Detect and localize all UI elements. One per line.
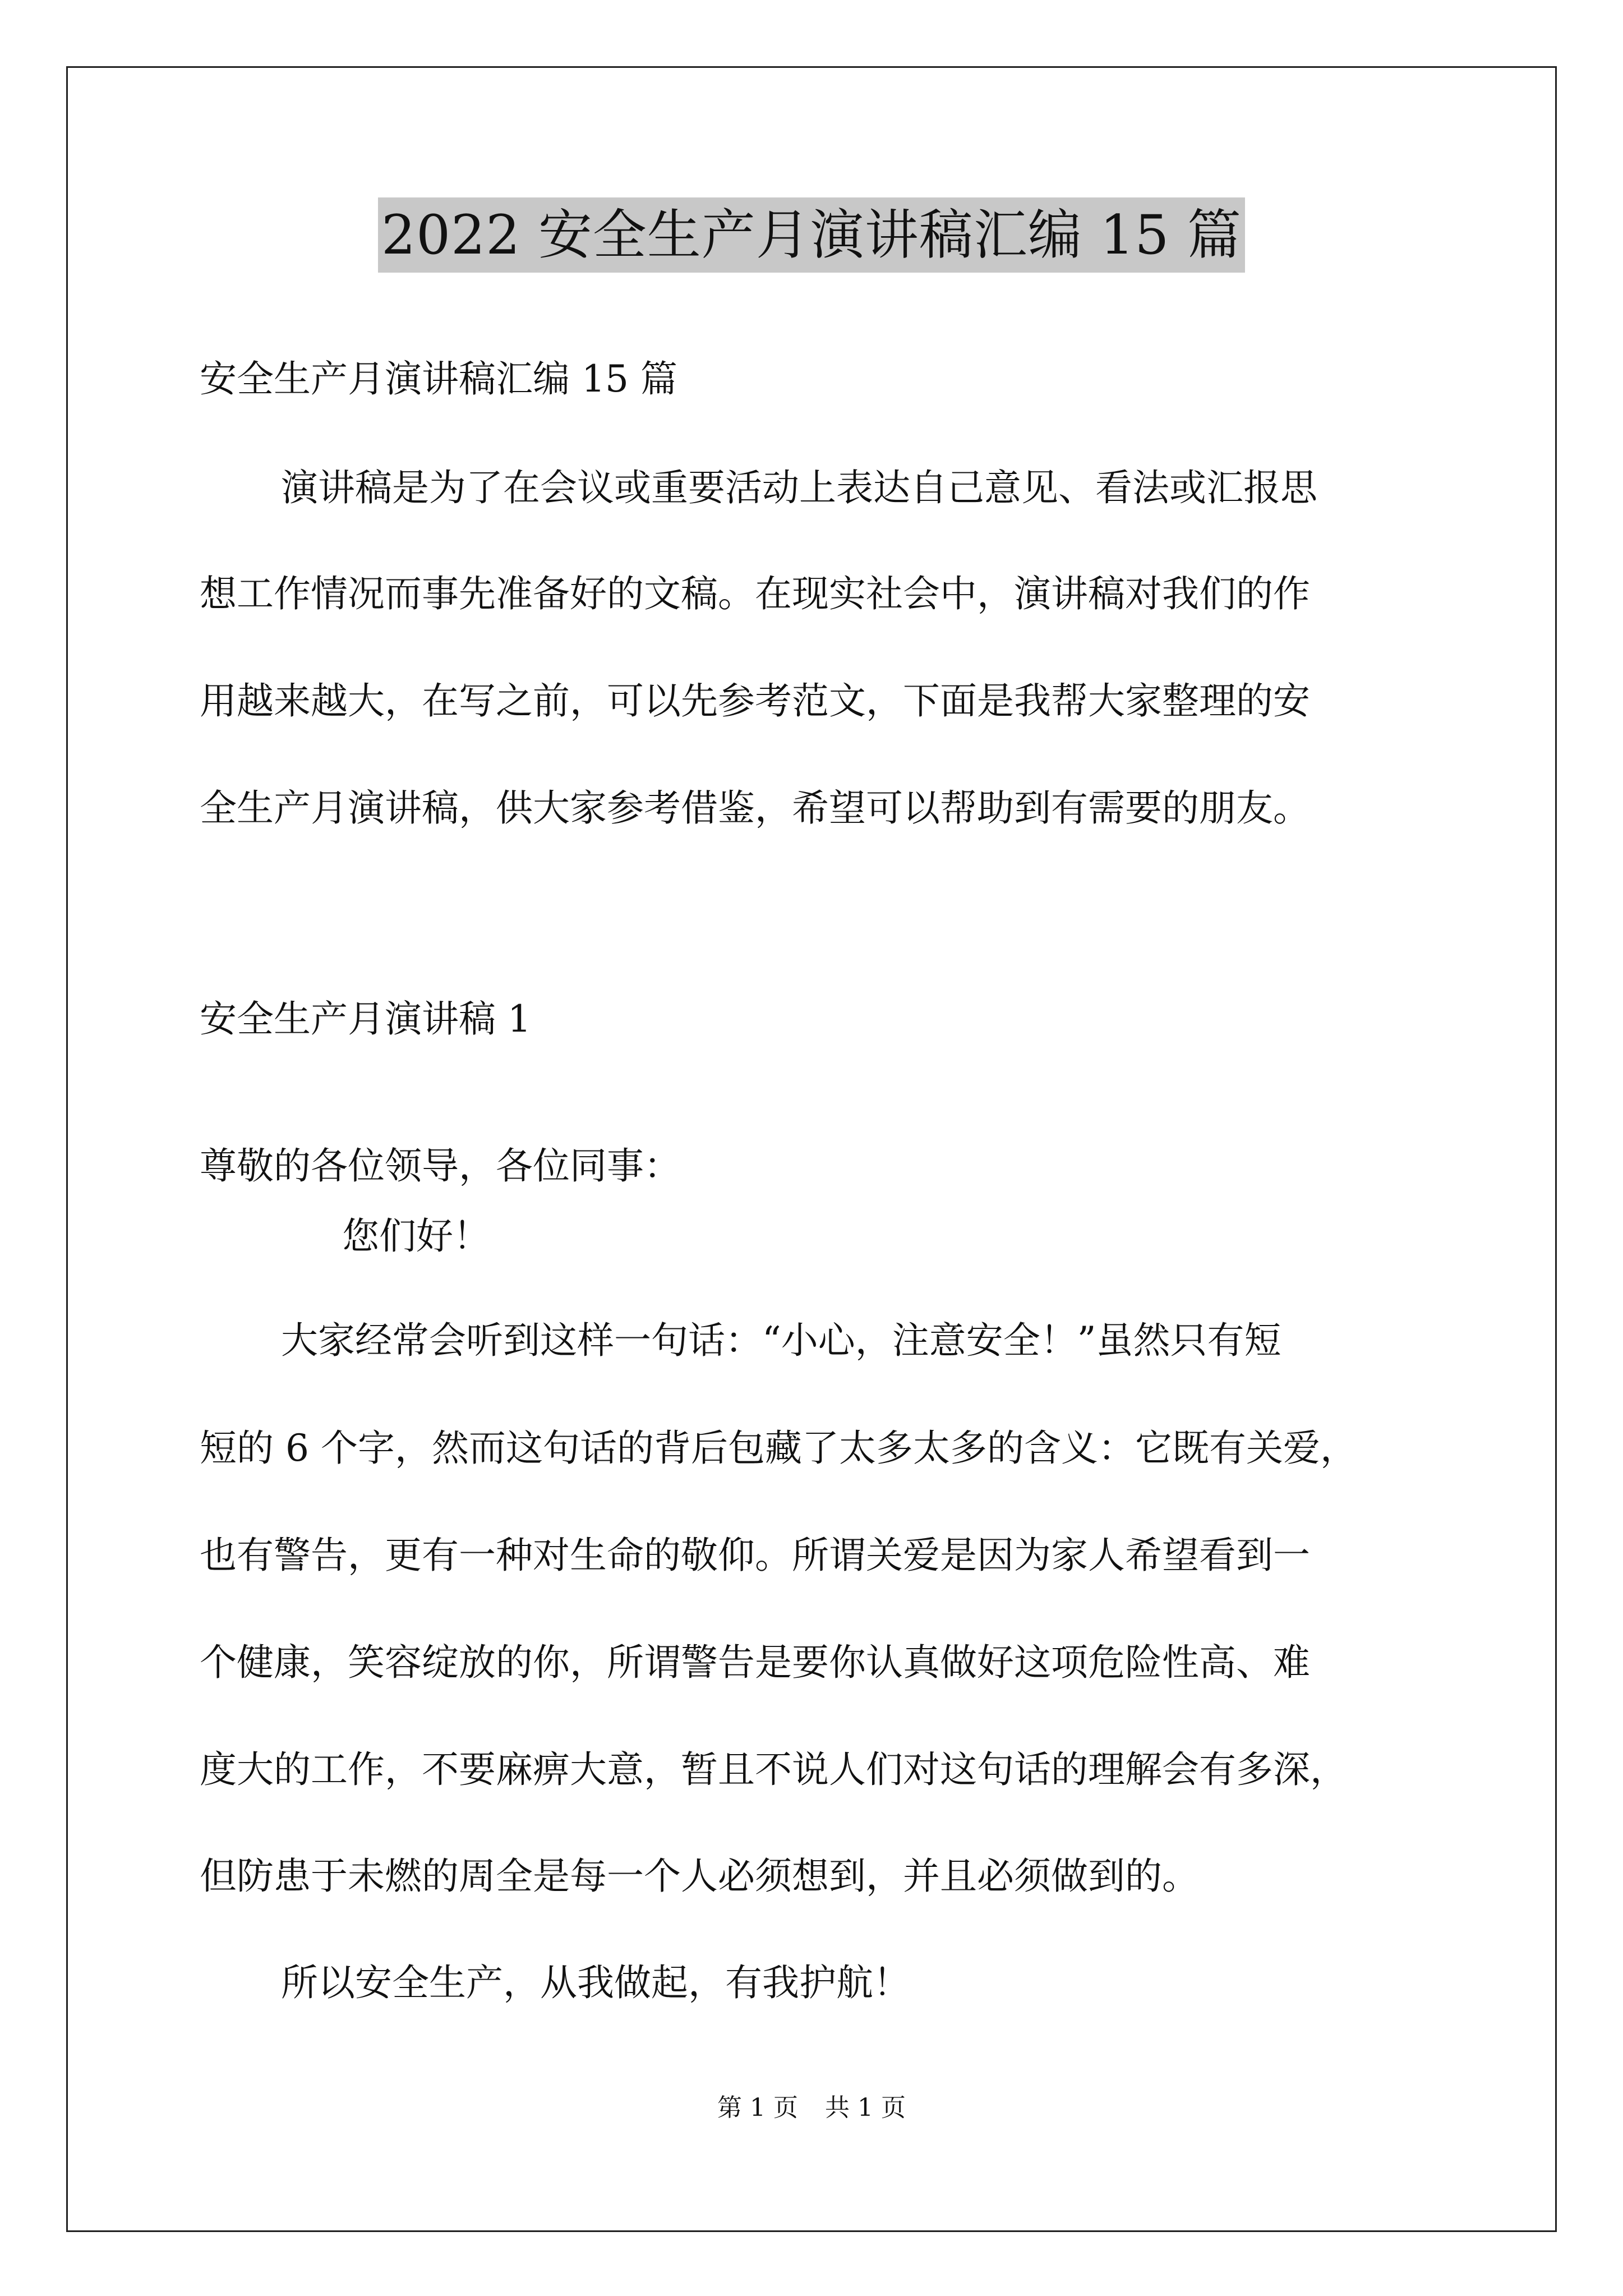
body-line-4: 个健康，笑容绽放的你，所谓警告是要你认真做好这项危险性高、难 xyxy=(200,1641,1310,1684)
intro-line-1: 演讲稿是为了在会议或重要活动上表达自己意见、看法或汇报思 xyxy=(281,466,1317,509)
intro-line-4: 全生产月演讲稿，供大家参考借鉴，希望可以帮助到有需要的朋友。 xyxy=(200,786,1310,830)
title-container xyxy=(0,197,1623,273)
intro-line-2: 想工作情况而事先准备好的文稿。在现实社会中，演讲稿对我们的作 xyxy=(200,572,1310,615)
page-total: 共 1 页 xyxy=(825,2093,906,2122)
page-footer xyxy=(0,2091,1623,2125)
document-subtitle: 安全生产月演讲稿汇编 15 篇 xyxy=(200,357,677,401)
body-line-6: 但防患于未燃的周全是每一个人必须想到，并且必须做到的。 xyxy=(200,1855,1199,1898)
body-line-1: 大家经常会听到这样一句话：“小心，注意安全！”虽然只有短 xyxy=(281,1319,1281,1362)
closing-line: 所以安全生产，从我做起，有我护航！ xyxy=(281,1961,910,2004)
body-line-5: 度大的工作，不要麻痹大意，暂且不说人们对这句话的理解会有多深， xyxy=(200,1748,1347,1791)
page-number: 第 1 页 xyxy=(717,2093,798,2122)
body-line-3: 也有警告，更有一种对生命的敬仰。所谓关爱是因为家人希望看到一 xyxy=(200,1534,1310,1577)
body-line-2: 短的 6 个字，然而这句话的背后包藏了太多太多的含义：它既有关爱， xyxy=(200,1427,1357,1470)
salutation: 尊敬的各位领导，各位同事： xyxy=(200,1144,681,1188)
greeting: 您们好！ xyxy=(342,1214,490,1258)
document-title: 2022 安全生产月演讲稿汇编 15 篇 xyxy=(378,197,1245,273)
intro-line-3: 用越来越大，在写之前，可以先参考范文，下面是我帮大家整理的安 xyxy=(200,679,1310,723)
section-heading: 安全生产月演讲稿 1 xyxy=(200,997,531,1041)
